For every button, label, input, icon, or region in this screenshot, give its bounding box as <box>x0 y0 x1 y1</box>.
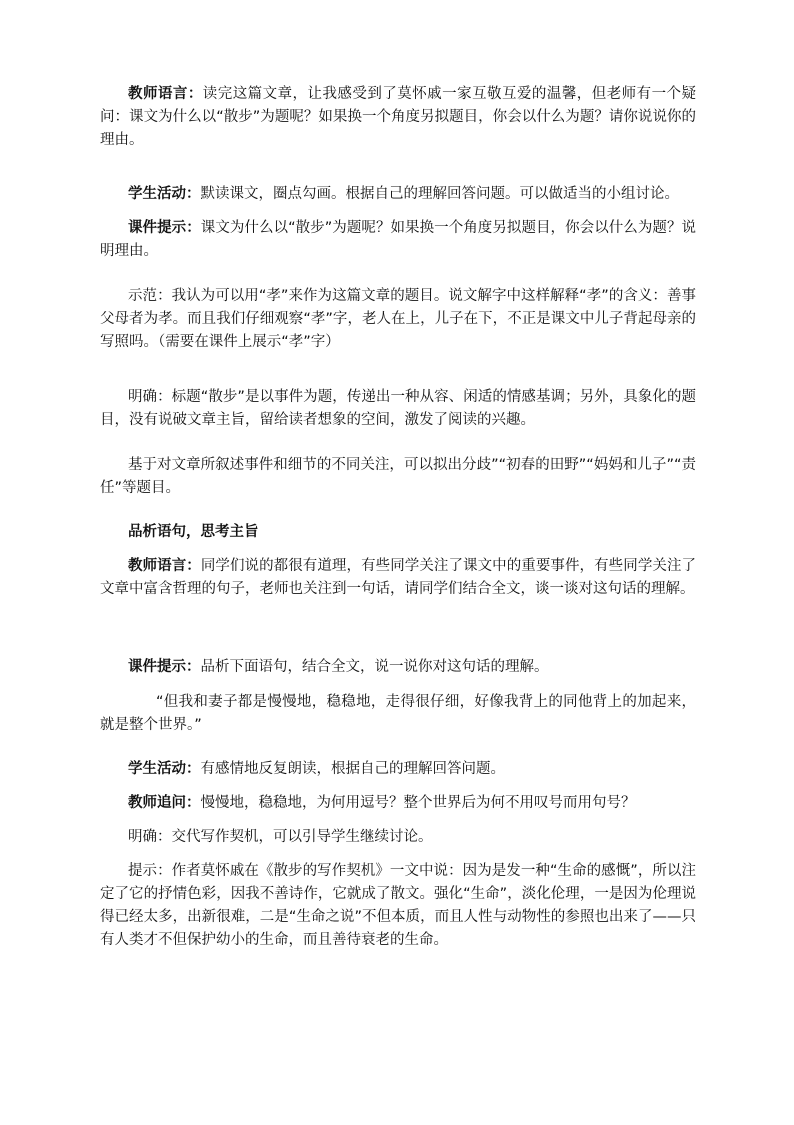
quoted-sentence <box>100 691 696 737</box>
paragraph-hint <box>100 860 696 952</box>
body-text: 品析下面语句，结合全文，说一说你对这句话的理解。 <box>200 659 549 675</box>
body-text: 提示：作者莫怀戚在《散步的写作契机》一文中说：因为是发一种“生命的感慨”，所以注定了它的抒情色彩，因我不善诗作，它就成了散文。强化“生命”，淡化伦理，一是因为伦理说得已经太多，出新很难，二是“生命之说”不但本质，而且人性与动物性的参照也出来了——只有人类才不但保护幼小的生命，而且善待衰老的生命。 <box>100 863 696 948</box>
label: 课件提示： <box>128 659 201 675</box>
section-heading <box>100 521 696 544</box>
paragraph-alt-titles <box>100 454 696 500</box>
label: 教师语言： <box>128 558 201 574</box>
body-text: 有感情地反复朗读，根据自己的理解回答问题。 <box>200 761 505 777</box>
label: 学生活动： <box>128 761 201 777</box>
paragraph-clarification-1 <box>100 386 696 432</box>
heading-text: 品析语句，思考主旨 <box>128 524 259 540</box>
paragraph-student-activity-2 <box>100 758 696 781</box>
paragraph-clarification-2 <box>100 826 696 849</box>
paragraph-courseware-hint-1 <box>100 217 696 263</box>
body-text: 基于对文章所叙述事件和细节的不同关注，可以拟出分歧”“初春的田野”“妈妈和儿子”“责任”等题目。 <box>100 457 696 496</box>
paragraph-courseware-hint-2 <box>100 656 696 679</box>
label: 课件提示： <box>128 220 201 236</box>
body-text: “但我和妻子都是慢慢地，稳稳地，走得很仔细，好像我背上的同他背上的加起来，就是整个世界。” <box>100 694 696 733</box>
paragraph-teacher-speech-1 <box>100 83 696 152</box>
body-text: 课文为什么以“散步”为题呢？如果换一个角度另拟题目，你会以什么为题？说明理由。 <box>100 220 697 259</box>
paragraph-example <box>100 285 696 354</box>
label: 教师追问： <box>128 795 201 811</box>
body-text: 同学们说的都很有道理，有些同学关注了课文中的重要事件，有些同学关注了文章中富含哲理的句子，老师也关注到一句话，请同学们结合全文，谈一谈对这句话的理解。 <box>100 558 697 597</box>
paragraph-teacher-question <box>100 792 696 815</box>
body-text: 读完这篇文章，让我感受到了莫怀戚一家互敬互爱的温馨，但老师有一个疑问：课文为什么以“散步”为题呢？如果换一个角度另拟题目，你会以什么为题？请你说说你的理由。 <box>100 86 696 148</box>
body-text: 明确：交代写作契机，可以引导学生继续讨论。 <box>128 829 433 845</box>
paragraph-teacher-speech-2 <box>100 555 696 601</box>
label: 教师语言： <box>128 86 203 102</box>
body-text: 默读课文，圈点勾画。根据自己的理解回答问题。可以做适当的小组讨论。 <box>200 186 679 202</box>
label: 学生活动： <box>128 186 201 202</box>
body-text: 慢慢地，稳稳地，为何用逗号？整个世界后为何不用叹号而用句号？ <box>200 795 636 811</box>
body-text: 明确：标题“散步”是以事件为题，传递出一种从容、闲适的情感基调；另外，具象化的题目，没有说破文章主旨，留给读者想象的空间，激发了阅读的兴趣。 <box>100 389 696 428</box>
paragraph-student-activity-1 <box>100 183 696 206</box>
body-text: 示范：我认为可以用“孝”来作为这篇文章的题目。说文解字中这样解释“孝”的含义：善事父母者为孝。而且我们仔细观察“孝”字，老人在上，儿子在下，不正是课文中儿子背起母亲的写照吗。（需要在课件上展示“孝”字） <box>100 288 696 350</box>
